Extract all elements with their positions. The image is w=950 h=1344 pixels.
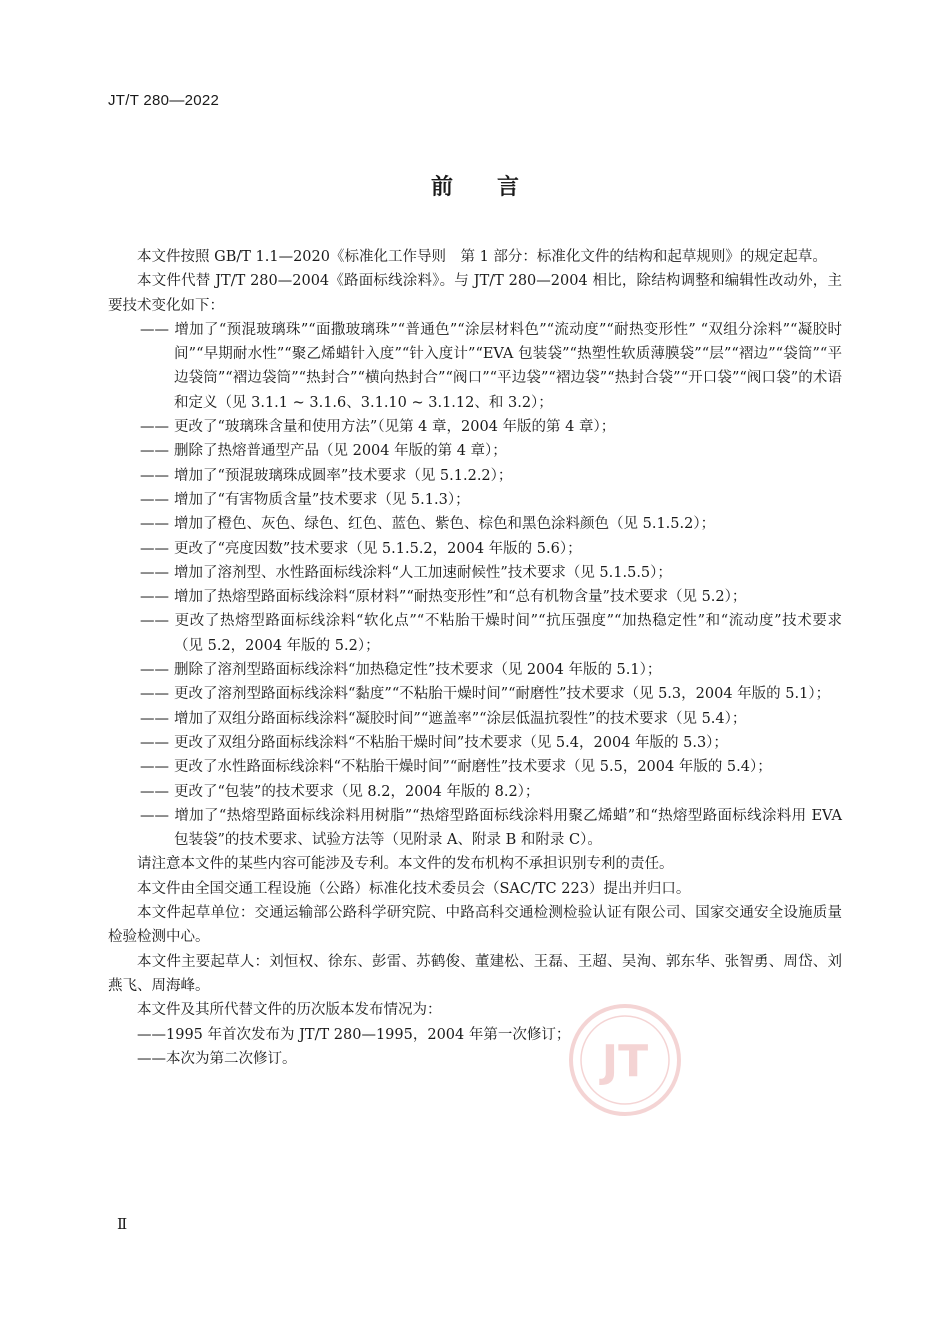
list-item: —— 更改了双组分路面标线涂料“不粘胎干燥时间”技术要求（见 5.4，2004 年版的 5.3）；: [140, 731, 842, 755]
list-dash: ——: [140, 467, 169, 484]
list-item: —— 增加了橙色、灰色、绿色、红色、蓝色、紫色、棕色和黑色涂料颜色（见 5.1.5.2）；: [140, 512, 842, 536]
list-item: ——本次为第二次修订。: [137, 1050, 297, 1067]
history-list: [108, 1023, 842, 1072]
paragraph: 本文件由全国交通工程设施（公路）标准化技术委员会（SAC/TC 223）提出并归口。: [137, 880, 691, 897]
list-item: —— 更改了“玻璃珠含量和使用方法”（见第 4 章，2004 年版的第 4 章）；: [140, 415, 842, 439]
list-dash: ——: [140, 321, 169, 338]
list-dash: ——: [140, 710, 169, 727]
list-dash: ——: [137, 1026, 166, 1043]
paragraph: 本文件起草单位：交通运输部公路科学研究院、中路高科交通检测检验认证有限公司、国家交通安全设施质量检验检测中心。: [108, 905, 842, 946]
list-item: —— 更改了溶剂型路面标线涂料“黏度”“不粘胎干燥时间”“耐磨性”技术要求（见 5.3，2004 年版的 5.1）；: [140, 682, 842, 706]
list-item: —— 增加了“预混玻璃珠成圆率”技术要求（见 5.1.2.2）；: [140, 464, 842, 488]
list-dash: ——: [140, 443, 169, 460]
paragraph: 本文件代替 JT/T 280—2004《路面标线涂料》。与 JT/T 280—2004 相比，除结构调整和编辑性改动外，主要技术变化如下：: [108, 273, 842, 314]
list-item: —— 更改了水性路面标线涂料“不粘胎干燥时间”“耐磨性”技术要求（见 5.5，2004 年版的 5.4）；: [140, 755, 842, 779]
list-item: —— 增加了热熔型路面标线涂料“原材料”“耐热变形性”和“总有机物含量”技术要求（见 5.2）；: [140, 585, 842, 609]
paragraph: 本文件及其所代替文件的历次版本发布情况为：: [137, 1002, 442, 1019]
changes-list: [108, 318, 842, 853]
list-item: ——1995 年首次发布为 JT/T 280—1995，2004 年第一次修订；: [137, 1026, 571, 1043]
list-item: —— 增加了“有害物质含量”技术要求（见 5.1.3）；: [140, 488, 842, 512]
paragraph: 请注意本文件的某些内容可能涉及专利。本文件的发布机构不承担识别专利的责任。: [137, 856, 674, 873]
paragraph: 本文件主要起草人：刘恒权、徐东、彭雷、苏鹤俊、董建松、王磊、王超、吴洵、郭东华、张智勇、周岱、刘燕飞、周海峰。: [108, 953, 842, 994]
list-dash: ——: [140, 807, 169, 824]
paragraph: 本文件按照 GB/T 1.1—2020《标准化工作导则 第 1 部分：标准化文件的结构和起草规则》的规定起草。: [137, 249, 827, 265]
page-number: Ⅱ: [117, 1215, 128, 1233]
list-item: —— 增加了双组分路面标线涂料“凝胶时间”“遮盖率”“涂层低温抗裂性”的技术要求（见 5.4）；: [140, 707, 842, 731]
list-dash: ——: [137, 1050, 166, 1067]
list-dash: ——: [140, 613, 169, 630]
foreword-body: [108, 245, 842, 1071]
list-dash: ——: [140, 686, 169, 703]
document-code: JT/T 280—2022: [108, 92, 220, 109]
list-dash: ——: [140, 564, 169, 581]
list-dash: ——: [140, 783, 169, 800]
list-item: —— 更改了“包装”的技术要求（见 8.2，2004 年版的 8.2）；: [140, 780, 842, 804]
list-dash: ——: [140, 419, 169, 436]
page-title: 前言: [430, 175, 563, 200]
list-item: —— 增加了溶剂型、水性路面标线涂料“人工加速耐候性”技术要求（见 5.1.5.5）；: [140, 561, 842, 585]
jt-seal-watermark: [565, 1000, 685, 1120]
list-item: —— 更改了热熔型路面标线涂料“软化点”“不粘胎干燥时间”“抗压强度”“加热稳定性”和“流动度”技术要求（见 5.2，2004 年版的 5.2）；: [140, 609, 842, 658]
list-dash: ——: [140, 759, 169, 776]
list-dash: ——: [140, 516, 169, 533]
list-item: —— 删除了溶剂型路面标线涂料“加热稳定性”技术要求（见 2004 年版的 5.1）；: [140, 658, 842, 682]
list-dash: ——: [140, 491, 169, 508]
list-dash: ——: [140, 589, 169, 606]
list-dash: ——: [140, 662, 169, 679]
list-dash: ——: [140, 734, 169, 751]
list-item: —— 增加了“热熔型路面标线涂料用树脂”“热熔型路面标线涂料用聚乙烯蜡”和“热熔型路面标线涂料用 EVA 包装袋”的技术要求、试验方法等（见附录 A、附录 B 和附录 C）。: [140, 804, 842, 853]
list-item: —— 删除了热熔普通型产品（见 2004 年版的第 4 章）；: [140, 439, 842, 463]
svg-text:JT: JT: [601, 1036, 649, 1087]
list-item: —— 更改了“亮度因数”技术要求（见 5.1.5.2，2004 年版的 5.6）；: [140, 537, 842, 561]
list-item: —— 增加了“预混玻璃珠”“面撒玻璃珠”“普通色”“涂层材料色”“流动度”“耐热变形性” “双组分涂料”“凝胶时间”“早期耐水性”“聚乙烯蜡针入度”“针入度计”“EVA 包装袋”“热塑性软质薄膜袋”“层”“褶边”“袋筒”“平边袋筒”“褶边袋筒”“热封合”“横向热封合”“阀口”“平边袋”“褶边袋”“热封合袋”“开口袋”“阀口袋”的术语和定义（见 3.1.1 ~ 3.1.6、3.1.10 ~ 3.1.12、和 3.2）；: [140, 318, 842, 415]
list-dash: ——: [140, 540, 169, 557]
